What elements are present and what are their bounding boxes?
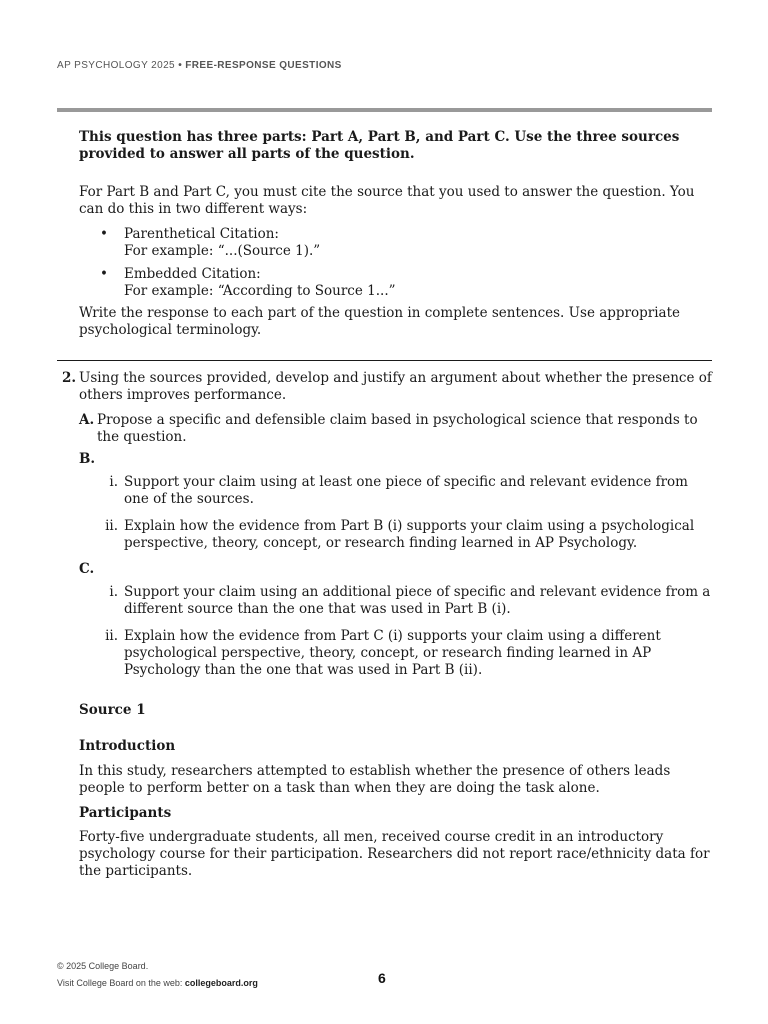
visit-text: Visit College Board on the web: [57,978,185,988]
bullet-symbol: • [100,266,108,282]
citation-example: For example: “According to Source 1...” [124,283,396,299]
question-text: Using the sources provided, develop and justify an argument about whether the presence of others improves performance. [79,370,712,403]
list-item [100,266,700,300]
visit-line [57,975,258,992]
page-footer [57,958,258,992]
running-header [57,60,342,71]
introduction-text: In this study, researchers attempted to establish whether the presence of others leads people to perform better on a task than when they are doing the task alone. [79,763,671,796]
citation-type: Embedded Citation: [124,266,261,282]
citation-note: For Part B and Part C, you must cite the source that you used to answer the question. You can do this in two different ways: [79,184,695,217]
introduction-heading: Introduction [79,738,176,754]
part-c-label: C. [79,561,95,577]
part-a [79,412,712,446]
citation-example: For example: “...(Source 1).” [124,243,321,259]
page-number: 6 [378,970,386,986]
bullet-symbol: • [100,226,108,242]
header-separator: • [178,60,183,71]
part-c [79,561,94,578]
item-label: ii. [105,628,118,644]
part-b [79,451,95,468]
header-course: AP PSYCHOLOGY 2025 [57,60,176,71]
item-text: Explain how the evidence from Part B (i) supports your claim using a psychological perspective, theory, concept, or research finding learned in AP Psychology. [124,518,695,551]
website-link[interactable]: collegeboard.org [184,978,258,988]
instructions-closing: Write the response to each part of the question in complete sentences. Use appropriate psychological terminology. [79,305,681,338]
part-c-item [94,628,712,679]
citation-type: Parenthetical Citation: [124,226,279,242]
item-text: Support your claim using at least one piece of specific and relevant evidence from one of the sources. [124,474,688,507]
part-a-text: Propose a specific and defensible claim based in psychological science that responds to the question. [97,412,698,445]
item-text: Support your claim using an additional piece of specific and relevant evidence from a different source than the one that was used in Part B (i). [124,584,711,617]
item-label: i. [109,584,118,600]
part-b-item [94,474,712,508]
question-prompt [62,370,712,404]
part-b-item [94,518,712,552]
source-title: Source 1 [79,702,146,718]
instructions-intro: This question has three parts: Part A, Part B, and Part C. Use the three sources provided to answer all parts of the question. [79,129,680,162]
item-label: ii. [105,518,118,534]
part-c-item [94,584,712,618]
item-label: i. [109,474,118,490]
list-item [100,226,700,260]
part-b-label: B. [79,451,96,467]
section-divider [57,360,712,361]
item-text: Explain how the evidence from Part C (i) supports your claim using a different psychological perspective, theory, concept, or research finding learned in AP Psychology than the one that was used in Part B (ii). [124,628,661,678]
participants-heading: Participants [79,805,172,821]
header-divider-bar [57,108,712,112]
part-a-label: A. [79,412,95,428]
participants-text: Forty-five undergraduate students, all men, received course credit in an introductory psychology course for their participation. Researchers did not report race/ethnicity data for the participants. [79,829,710,879]
question-number: 2. [62,370,77,386]
header-section: FREE-RESPONSE QUESTIONS [185,60,342,71]
copyright: © 2025 College Board. [57,961,149,971]
citation-list [100,226,700,306]
